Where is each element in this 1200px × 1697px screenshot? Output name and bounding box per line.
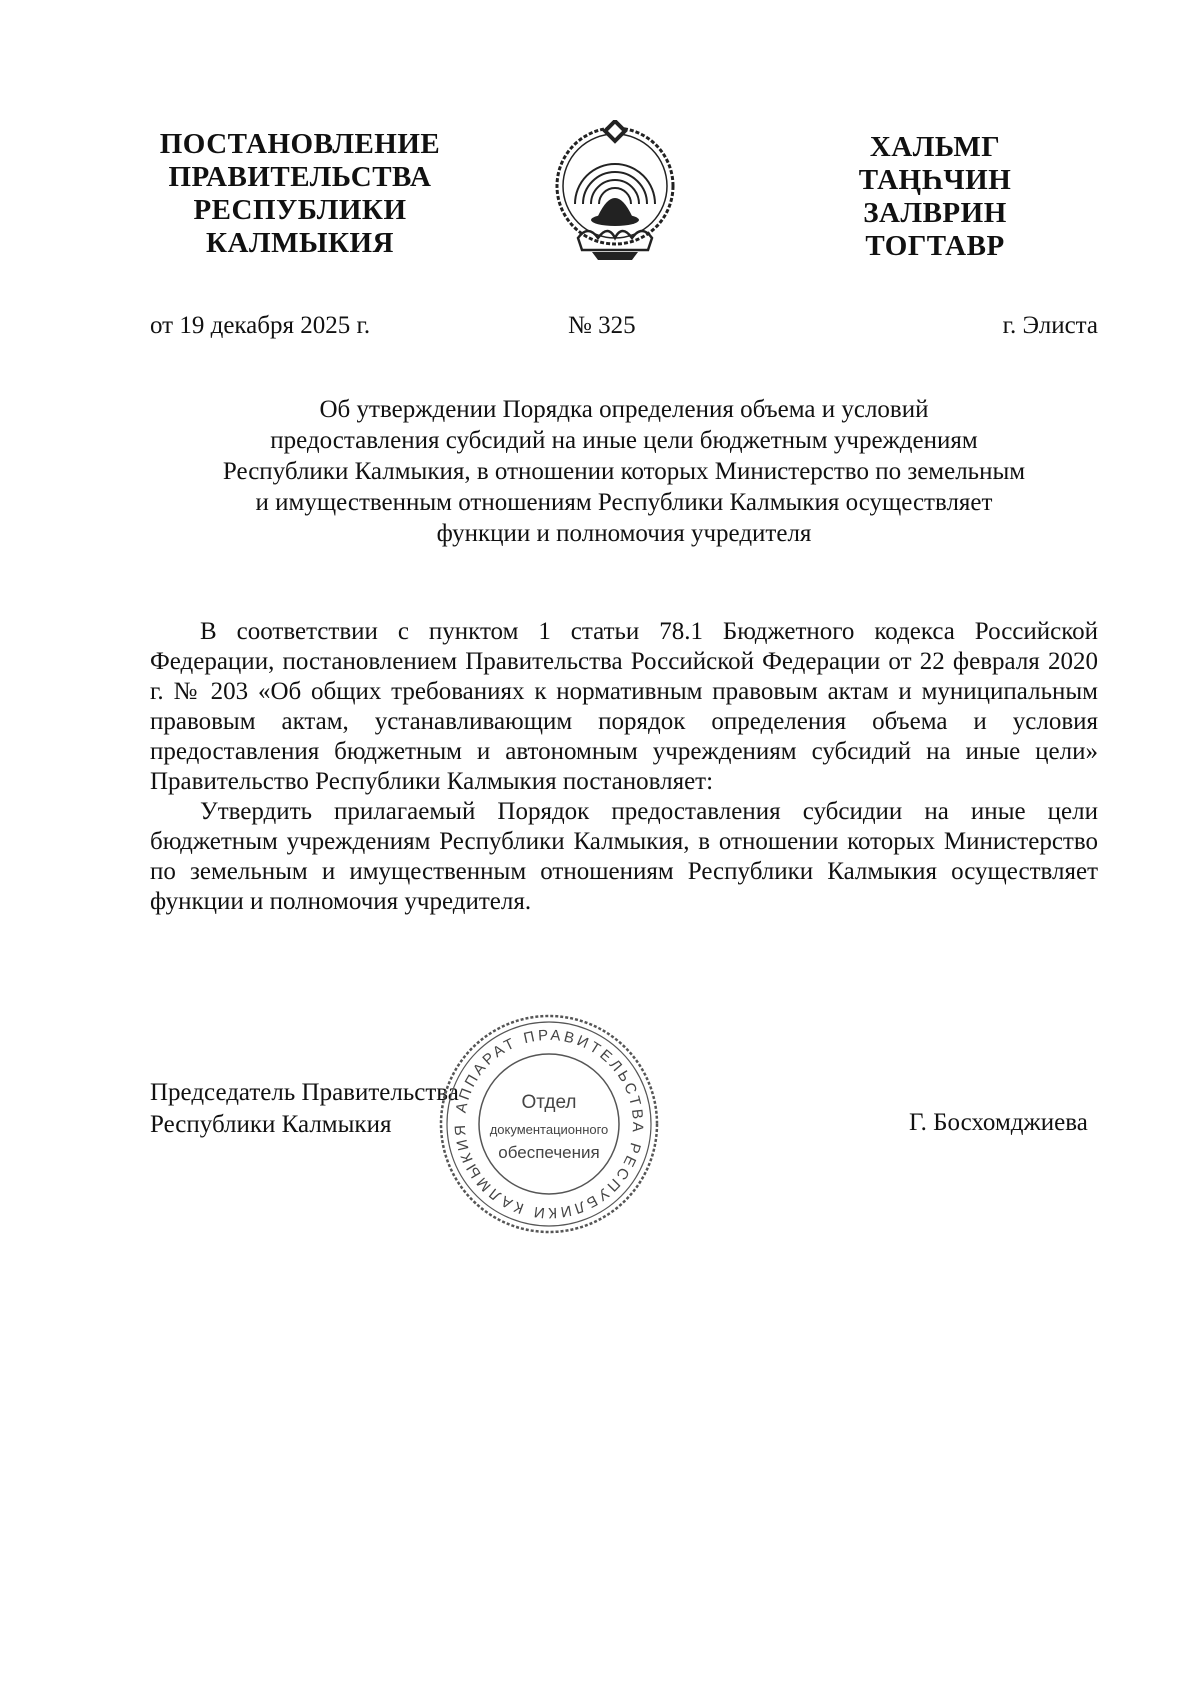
header-left-line: ПОСТАНОВЛЕНИЕ — [159, 128, 441, 160]
official-stamp — [437, 1012, 661, 1236]
title-line: предоставления субсидий на иные цели бюджетным учреждениям — [270, 427, 978, 454]
header-right-line: ЗАЛВРИН — [863, 197, 1007, 229]
title-line: и имущественным отношениям Республики Калмыкия осуществляет — [255, 489, 993, 516]
title-line: Республики Калмыкия, в отношении которых Министерство по земельным — [222, 458, 1026, 485]
signatory-position-line: Республики Калмыкия — [150, 1111, 392, 1138]
header-right-line: ХАЛЬМГ — [869, 131, 1001, 163]
header-right-title — [820, 131, 1050, 263]
signatory-position-line: Председатель Правительства — [150, 1079, 459, 1106]
signatory-name: Г. Босхомджиева — [909, 1109, 1088, 1136]
body-paragraph: Утвердить прилагаемый Порядок предоставления субсидии на иные цели бюджетным учреждениям Республики Калмыкия, в отношении которых Министерство по земельным и имущественным отношениям Республики Калмыкия осуществляет функции и полномочия учредителя. — [150, 798, 1098, 915]
stamp-ring-textpath: АППАРАТ ПРАВИТЕЛЬСТВА РЕСПУБЛИКИ КАЛМЫКИЯ — [451, 1026, 647, 1222]
header-left-title — [150, 128, 450, 260]
header-right-line: ТОГТАВР — [865, 230, 1005, 262]
header-right-line: ТАҢҺЧИН — [858, 164, 1012, 196]
title-line: функции и полномочия учредителя — [436, 520, 812, 547]
signatory-position — [150, 1077, 459, 1141]
coat-of-arms-icon — [548, 120, 682, 262]
stamp-center-line: документационного — [489, 1122, 609, 1137]
document-title — [150, 394, 1098, 549]
header-left-line: ПРАВИТЕЛЬСТВА — [168, 161, 432, 193]
title-line: Об утверждении Порядка определения объема и условий — [319, 396, 929, 423]
document-city: г. Элиста — [1002, 312, 1098, 339]
stamp-center-line: обеспечения — [498, 1143, 600, 1162]
header-left-line: РЕСПУБЛИКИ — [193, 194, 407, 226]
document-date: от 19 декабря 2025 г. — [150, 312, 371, 339]
header-left-line: КАЛМЫКИЯ — [206, 227, 394, 259]
document-body — [150, 617, 1098, 917]
stamp-center-line: Отдел — [521, 1092, 577, 1113]
document-number: № 325 — [568, 312, 636, 339]
body-paragraph: В соответствии с пунктом 1 статьи 78.1 Бюджетного кодекса Российской Федерации, постановлением Правительства Российской Федерации от 22 февраля 2020 г. № 203 «Об общих требованиях к нормативным правовым актам и муниципальным правовым актам, устанавливающим порядок определения объема и условия предоставления бюджетным и автономным учреждениям субсидий на иные цели» Правительство Республики Калмыкия постановляет: — [150, 618, 1098, 795]
